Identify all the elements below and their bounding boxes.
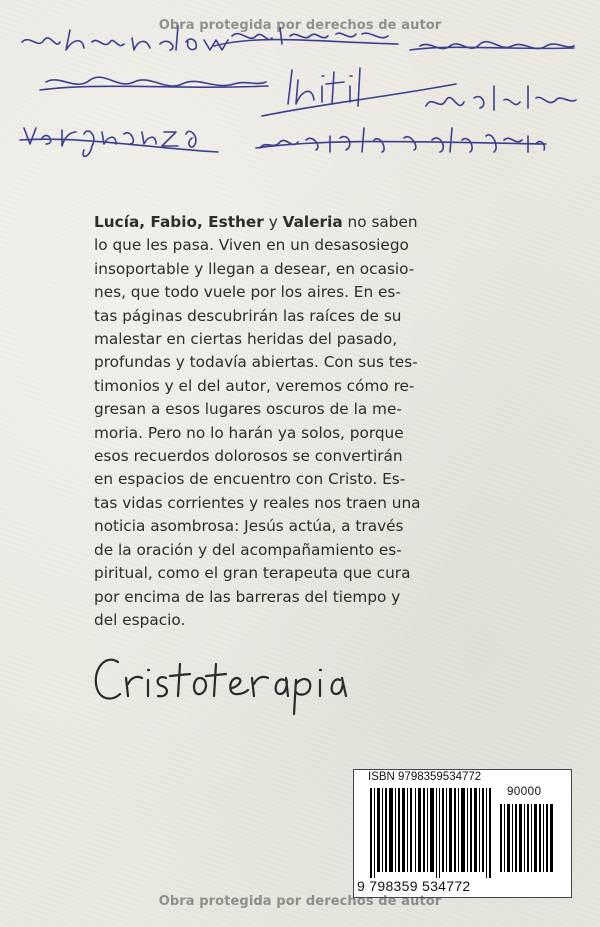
blurb-line: en espacios de encuentro con Cristo. Es- bbox=[94, 470, 406, 489]
blurb-line: timonios y el del autor, veremos cómo re- bbox=[94, 376, 415, 395]
name-esther: Esther bbox=[208, 213, 264, 231]
price-code: 90000 bbox=[507, 786, 542, 798]
handwritten-words bbox=[0, 20, 600, 160]
blurb-line: tas vidas corrientes y reales nos traen una bbox=[94, 493, 421, 512]
blurb-first-line bbox=[94, 211, 510, 234]
blurb-line: malestar en ciertas heridas del pasado, bbox=[94, 330, 398, 349]
separator-2: , bbox=[197, 213, 209, 231]
name-lucia: Lucía bbox=[94, 213, 140, 231]
blurb-line: nes, que todo vuele por los aires. En es- bbox=[94, 283, 401, 302]
blurb-line: del espacio. bbox=[94, 610, 186, 629]
name-valeria: Valeria bbox=[282, 213, 343, 231]
separator-1: , bbox=[139, 213, 151, 231]
blurb-line: tas páginas descubrirán las raíces de su bbox=[94, 306, 402, 325]
isbn-label: ISBN 9798359534772 bbox=[368, 771, 482, 783]
blurb-line: de la oración y del acompañamiento es- bbox=[94, 540, 402, 559]
name-fabio: Fabio bbox=[150, 213, 197, 231]
isbn-digits: 9 798359 534772 bbox=[357, 878, 471, 894]
word-abusados-crossed bbox=[46, 77, 266, 86]
word-abandono bbox=[22, 26, 228, 50]
word-desamor-crossed bbox=[232, 28, 388, 44]
blurb-line: lo que les pasa. Viven en un desasosiego bbox=[94, 236, 409, 255]
blurb-line: moria. Pero no lo harán ya solos, porque bbox=[94, 423, 404, 442]
blurb-line: esos recuerdos dolorosos se convertirán bbox=[94, 447, 403, 466]
blurb-line: piritual, como el gran terapeuta que cura bbox=[94, 564, 411, 583]
blurb-line: profundas y todavía abiertas. Con sus tes- bbox=[94, 353, 418, 372]
copyright-watermark-top: Obra protegida por derechos de autor bbox=[158, 18, 442, 33]
word-inutil bbox=[288, 68, 360, 106]
signature-text: Cristoterapia bbox=[88, 650, 95, 651]
blurb-line: por encima de las barreras del tiempo y bbox=[94, 587, 401, 606]
back-cover-blurb bbox=[94, 211, 510, 632]
blurb-line: noticia asombrosa: Jesús actúa, a través bbox=[94, 517, 404, 536]
first-line-tail: no saben bbox=[342, 213, 418, 231]
cristoterapia-signature bbox=[88, 650, 368, 720]
copyright-watermark-bottom: Obra protegida por derechos de autor bbox=[158, 894, 442, 909]
word-incapaz bbox=[426, 86, 576, 110]
conjunction: y bbox=[263, 213, 283, 231]
word-cuarto-crossed bbox=[260, 128, 544, 152]
barcode-bars bbox=[370, 788, 560, 878]
blurb-line: gresan a esos lugares oscuros de la me- bbox=[94, 400, 402, 419]
blurb-line: insoportable y llegan a desear, en ocasio- bbox=[94, 259, 415, 278]
